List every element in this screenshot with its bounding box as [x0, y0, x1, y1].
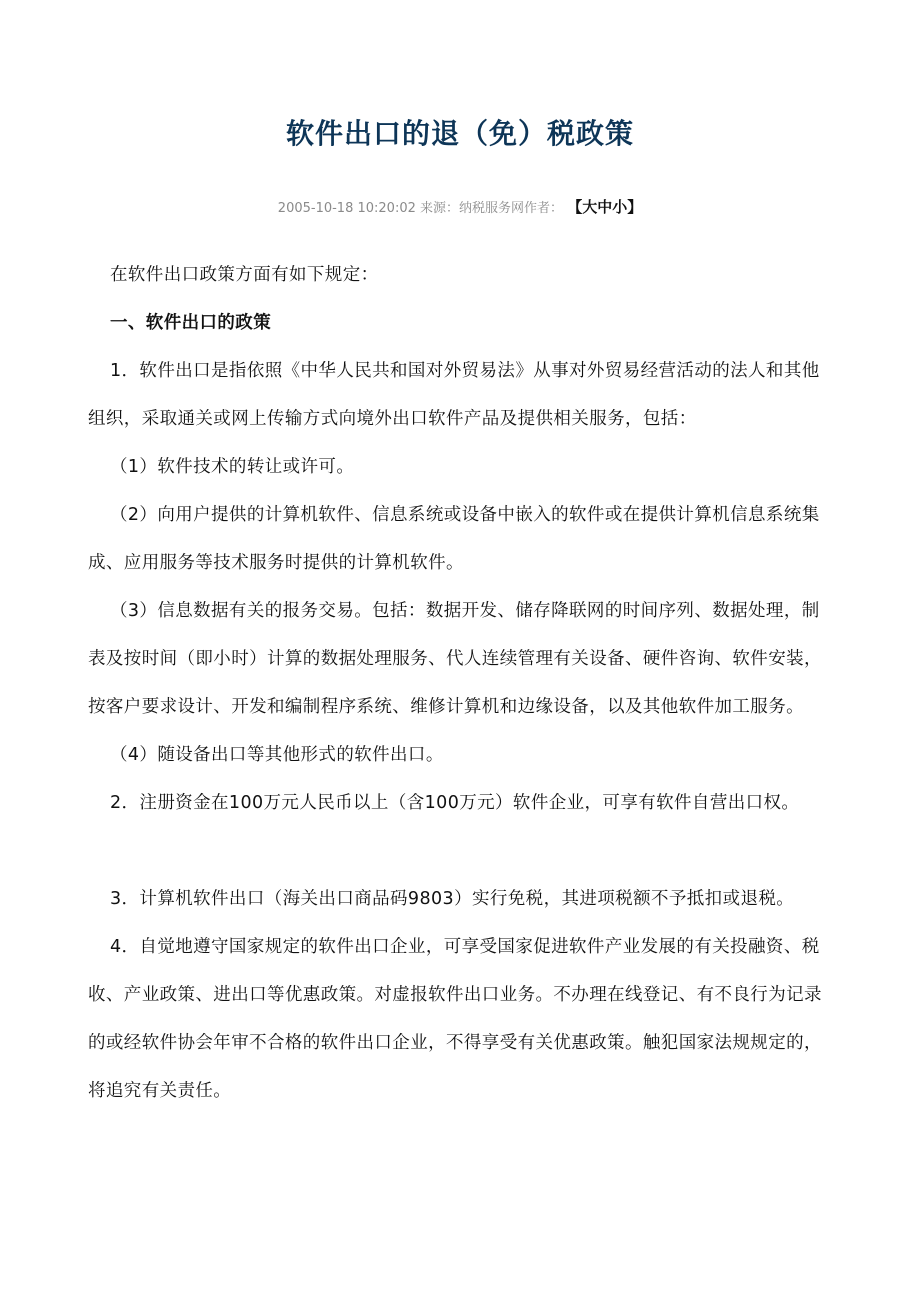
paragraph: 1．软件出口是指依照《中华人民共和国对外贸易法》从事对外贸易经营活动的法人和其他组织，采取通关或网上传输方式向境外出口软件产品及提供相关服务，包括：: [88, 361, 820, 429]
paragraph: 2．注册资金在100万元人民币以上（含100万元）软件企业，可享有软件自营出口权。: [110, 793, 800, 813]
paragraph: 3．计算机软件出口（海关出口商品码9803）实行免税，其进项税额不予抵扣或退税。: [110, 889, 795, 909]
section-heading: 一、软件出口的政策: [110, 313, 272, 333]
publish-datetime: 2005-10-18 10:20:02: [277, 201, 416, 216]
font-size-controls[interactable]: 【大中小】: [567, 198, 643, 216]
paragraph: （4）随设备出口等其他形式的软件出口。: [110, 745, 444, 765]
paragraph: （3）信息数据有关的报务交易。包括：数据开发、储存降联网的时间序列、数据处理，制表及按时间（即小时）计算的数据处理服务、代人连续管理有关设备、硬件咨询、软件安装，按客户要求设计、开发和编制程序系统、维修计算机和边缘设备，以及其他软件加工服务。: [88, 601, 822, 717]
paragraph: （2）向用户提供的计算机软件、信息系统或设备中嵌入的软件或在提供计算机信息系统集成、应用服务等技术服务时提供的计算机软件。: [88, 505, 820, 573]
article-meta: [0, 196, 920, 217]
paragraph: （1）软件技术的转让或许可。: [110, 457, 355, 477]
intro-paragraph: 在软件出口政策方面有如下规定：: [110, 265, 379, 285]
article-body: [88, 251, 834, 1115]
article-author: 作者：: [524, 201, 564, 216]
paragraph: 4．自觉地遵守国家规定的软件出口企业，可享受国家促进软件产业发展的有关投融资、税收、产业政策、进出口等优惠政策。对虚报软件出口业务。不办理在线登记、有不良行为记录的或经软件协会年审不合格的软件出口企业，不得享受有关优惠政策。触犯国家法规规定的，将追究有关责任。: [88, 937, 822, 1101]
article-title: 软件出口的退（免）税政策: [285, 117, 634, 150]
article-source: 来源：纳税服务网: [420, 201, 525, 216]
blank-line: [88, 827, 834, 875]
